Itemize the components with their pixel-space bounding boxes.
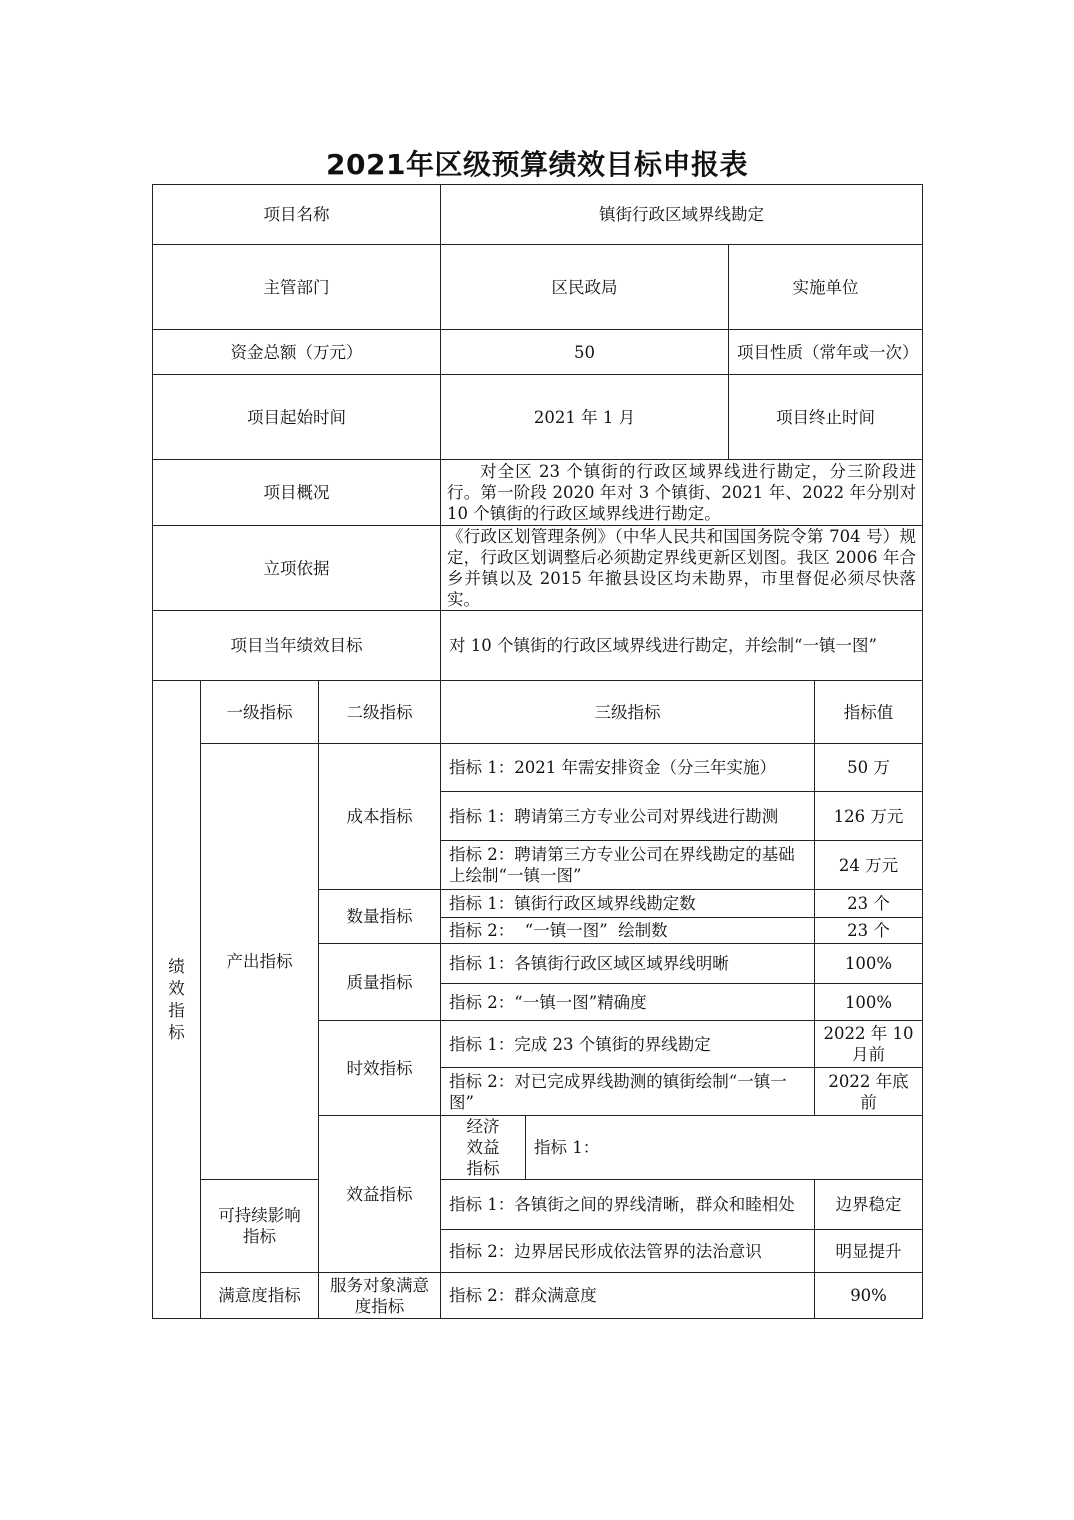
time-item-value: 2022 年 10 月前 [815, 1021, 923, 1068]
quality-item-value: 100% [815, 944, 923, 984]
econ-item-name: 指标 1： [526, 1116, 923, 1180]
header-level3: 三级指标 [441, 681, 815, 744]
time-label: 时效指标 [319, 1021, 441, 1116]
cost-item-name: 指标 2：聘请第三方专业公司在界线勘定的基础上绘制“一镇一图” [441, 841, 815, 890]
satis-label: 满意度指标 [201, 1273, 319, 1319]
perf-indicator-label [153, 681, 201, 1319]
impl-label: 实施单位 [729, 245, 923, 330]
fund-label: 资金总额（万元） [153, 330, 441, 375]
qty-label: 数量指标 [319, 890, 441, 944]
cost-item-name: 指标 1：聘请第三方专业公司对界线进行勘测 [441, 792, 815, 841]
cost-item-value: 126 万元 [815, 792, 923, 841]
basis-label: 立项依据 [153, 526, 441, 611]
overview-value: 对全区 23 个镇街的行政区域界线进行勘定，分三阶段进行。第一阶段 2020 年对 3 个镇街、2021 年、2022 年分别对 10 个镇街的行政区域界线进行勘定。 [441, 460, 923, 526]
project-name-value: 镇街行政区域界线勘定 [441, 185, 923, 245]
benefit-label: 效益指标 [319, 1116, 441, 1273]
dept-value: 区民政局 [441, 245, 729, 330]
satis-item-name: 指标 2：群众满意度 [441, 1273, 815, 1319]
quality-label: 质量指标 [319, 944, 441, 1021]
overview-label: 项目概况 [153, 460, 441, 526]
cost-item-name: 指标 1：2021 年需安排资金（分三年实施） [441, 744, 815, 792]
cost-item-value: 50 万 [815, 744, 923, 792]
start-value: 2021 年 1 月 [441, 375, 729, 460]
qty-item-name: 指标 2： “一镇一图” 绘制数 [441, 918, 815, 944]
sustain-item-value: 边界稳定 [815, 1180, 923, 1230]
econ-label: 经济效益指标 [441, 1116, 526, 1180]
output-label: 产出指标 [201, 744, 319, 1180]
perf-indicator-text: 绩效指标 [168, 956, 185, 1042]
sustain-label: 可持续影响指标 [201, 1180, 319, 1273]
goal-value: 对 10 个镇街的行政区域界线进行勘定，并绘制“一镇一图” [441, 611, 923, 681]
end-label: 项目终止时间 [729, 375, 923, 460]
time-item-name: 指标 2：对已完成界线勘测的镇街绘制“一镇一图” [441, 1068, 815, 1116]
sustain-item-value: 明显提升 [815, 1230, 923, 1273]
header-value: 指标值 [815, 681, 923, 744]
qty-item-name: 指标 1：镇街行政区域界线勘定数 [441, 890, 815, 918]
time-item-value: 2022 年底前 [815, 1068, 923, 1116]
service-label: 服务对象满意度指标 [319, 1273, 441, 1319]
sustain-item-name: 指标 2：边界居民形成依法管界的法治意识 [441, 1230, 815, 1273]
nature-label: 项目性质（常年或一次） [729, 330, 923, 375]
header-level1: 一级指标 [201, 681, 319, 744]
sustain-item-name: 指标 1：各镇街之间的界线清晰，群众和睦相处 [441, 1180, 815, 1230]
start-label: 项目起始时间 [153, 375, 441, 460]
cost-label: 成本指标 [319, 744, 441, 890]
qty-item-value: 23 个 [815, 890, 923, 918]
satis-item-value: 90% [815, 1273, 923, 1319]
quality-item-value: 100% [815, 984, 923, 1021]
basis-value: 《行政区划管理条例》（中华人民共和国国务院令第 704 号）规定，行政区划调整后必须勘定界线更新区划图。我区 2006 年合乡并镇以及 2015 年撤县设区均未勘界，市里督促必须尽快落实。 [441, 526, 923, 611]
quality-item-name: 指标 1：各镇街行政区域区域界线明晰 [441, 944, 815, 984]
cost-item-value: 24 万元 [815, 841, 923, 890]
qty-item-value: 23 个 [815, 918, 923, 944]
header-level2: 二级指标 [319, 681, 441, 744]
project-name-label: 项目名称 [153, 185, 441, 245]
dept-label: 主管部门 [153, 245, 441, 330]
page-title: 2021年区级预算绩效目标申报表 [326, 148, 748, 181]
fund-value: 50 [441, 330, 729, 375]
goal-label: 项目当年绩效目标 [153, 611, 441, 681]
budget-target-table [152, 184, 923, 1319]
time-item-name: 指标 1：完成 23 个镇街的界线勘定 [441, 1021, 815, 1068]
quality-item-name: 指标 2：“一镇一图”精确度 [441, 984, 815, 1021]
